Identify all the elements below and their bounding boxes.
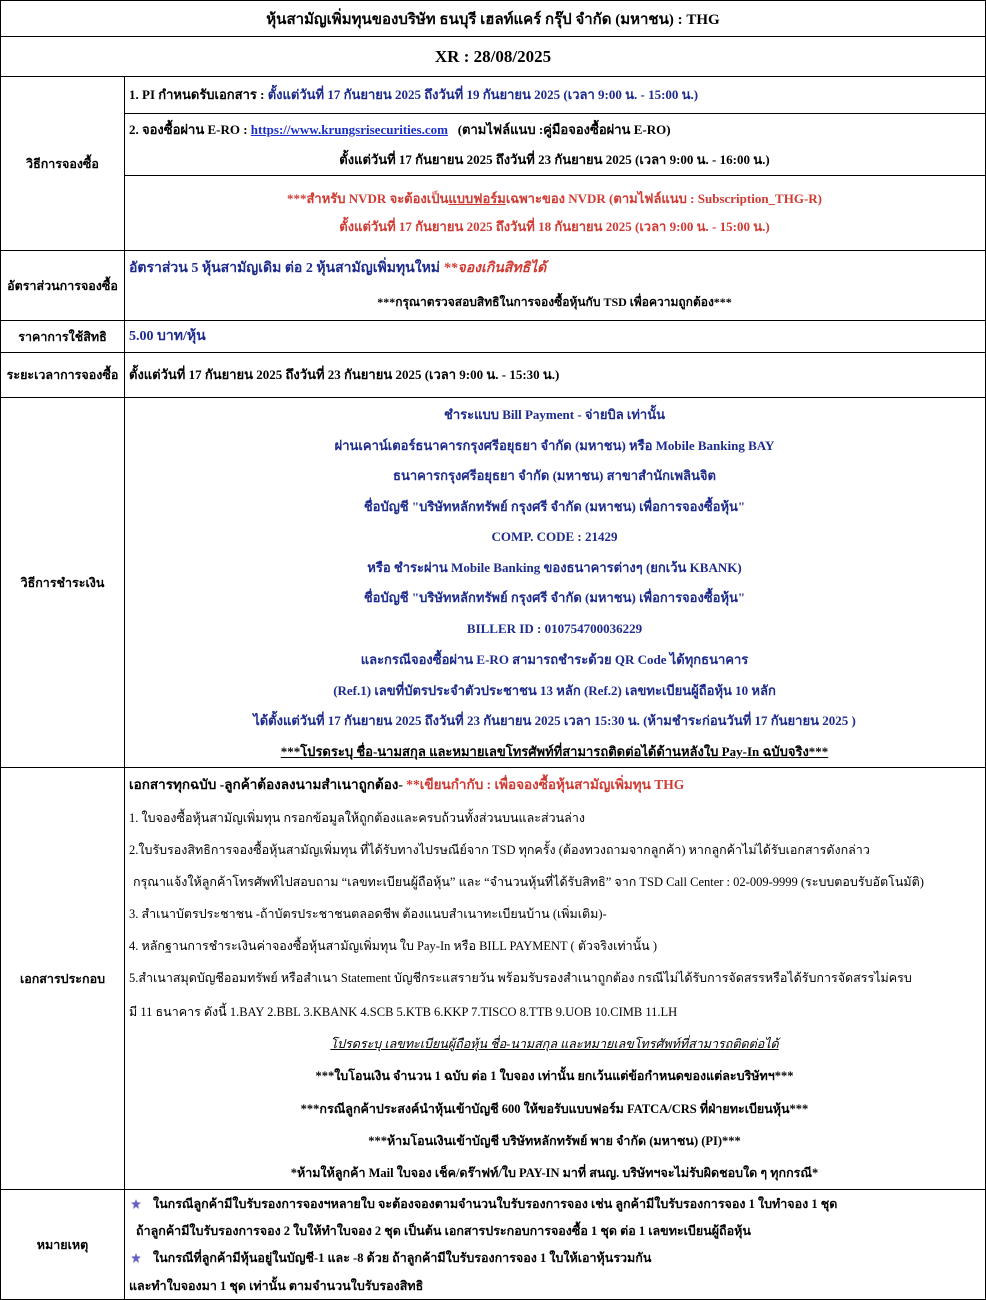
price-row xyxy=(0,320,986,352)
document-item: มี 11 ธนาคาร ดังนี้ 1.BAY 2.BBL 3.KBANK 4.SCB 5.KTB 6.KKP 7.TISCO 8.TTB 9.UOB 10.CIMB 11.LH xyxy=(129,1005,678,1019)
remark-line: และทำใบจองมา 1 ชุด เท่านั้น ตามจำนวนใบรับรองสิทธิ xyxy=(129,1279,424,1293)
documents-intro: เอกสารทุกฉบับ -ลูกค้าต้องลงนามสำเนาถูกต้อง- xyxy=(129,777,407,792)
nvdr-suffix: เฉพาะของ NVDR (ตามไฟล์แนบ : Subscription_THG-R) xyxy=(505,191,822,206)
nvdr-prefix: ***สำหรับ NVDR จะต้องเป็น xyxy=(286,191,449,206)
xr-date-row xyxy=(0,36,986,76)
payment-comp-code: COMP. CODE : 21429 xyxy=(491,529,618,544)
payment-payin-note: ***โปรดระบุ ชื่อ-นามสกุล และหมายเลขโทรศัพท์ที่สามารถติดต่อได้ด้านหลังใบ Pay-In ฉบับจริง*** xyxy=(280,744,829,759)
star-bullet-icon xyxy=(131,1253,141,1263)
payment-line: หรือ ชำระผ่าน Mobile Banking ของธนาคารต่างๆ (ยกเว้น KBANK) xyxy=(367,560,742,575)
price-label: ราคาการใช้สิทธิ xyxy=(1,321,125,352)
documents-label-instruction: **เขียนกำกับ : เพื่อจองซื้อหุ้นสามัญเพิ่มทุน THG xyxy=(406,777,685,792)
ero-link[interactable]: https://www.krungsrisecurities.com xyxy=(250,122,448,137)
documents-label: เอกสารประกอบ xyxy=(1,768,125,1189)
document-item: 3. สำเนาบัตรประชาชน -ถ้าบัตรประชาชนตลอดชีพ ต้องแนบสำเนาทะเบียนบ้าน (เพิ่มเติม)- xyxy=(129,907,607,921)
ratio-row xyxy=(0,250,986,320)
remarks-row xyxy=(0,1189,986,1300)
payment-row xyxy=(0,397,986,767)
subscription-method-row xyxy=(0,76,986,250)
payment-biller-id: BILLER ID : 010754700036229 xyxy=(466,621,643,636)
pi-prefix: 1. PI กำหนดรับเอกสาร : xyxy=(129,87,268,102)
payment-label: วิธีการชำระเงิน xyxy=(1,398,125,767)
remark-line: ในกรณีที่ลูกค้ามีหุ้นอยู่ในบัญชี-1 และ -8 ด้วย ถ้าลูกค้ามีใบรับรองการจอง 1 ใบให้เอาหุ้นรวมกัน xyxy=(153,1251,652,1265)
ero-dates: ตั้งแต่วันที่ 17 กันยายน 2025 ถึงวันที่ 23 กันยายน 2025 (เวลา 9:00 น. - 16:00 น.) xyxy=(339,152,770,167)
documents-row xyxy=(0,767,986,1189)
payment-line: ผ่านเคาน์เตอร์ธนาคารกรุงศรีอยุธยา จำกัด (มหาชน) หรือ Mobile Banking BAY xyxy=(334,438,775,453)
document-title-row xyxy=(0,0,986,36)
remarks-label: หมายเหตุ xyxy=(1,1190,125,1299)
document-item: กรุณาแจ้งให้ลูกค้าโทรศัพท์ไปสอบถาม “เลขทะเบียนผู้ถือหุ้น” และ “จำนวนหุ้นที่ได้รับสิทธิ” จาก TSD Call Center : 02-009-9999 (ระบบตอบรับอัตโนมัติ) xyxy=(133,875,924,889)
ratio-text: อัตราส่วน 5 หุ้นสามัญเดิม ต่อ 2 หุ้นสามัญเพิ่มทุนใหม่ xyxy=(129,261,444,276)
document-item: 4. หลักฐานการชำระเงินค่าจองซื้อหุ้นสามัญเพิ่มทุน ใบ Pay-In หรือ BILL PAYMENT ( ตัวจริงเท่านั้น ) xyxy=(129,939,658,953)
documents-note: ***กรณีลูกค้าประสงค์นำหุ้นเข้าบัญชี 600 ให้ขอรับแบบฟอร์ม FATCA/CRS ที่ฝ่ายทะเบียนหุ้น*** xyxy=(300,1102,809,1116)
period-row xyxy=(0,352,986,397)
payment-line: (Ref.1) เลขที่บัตรประจำตัวประชาชน 13 หลัก (Ref.2) เลขทะเบียนผู้ถือหุ้น 10 หลัก xyxy=(333,683,776,698)
remark-line: ถ้าลูกค้ามีใบรับรองการจอง 2 ใบให้ทำใบจอง 2 ชุด เป็นต้น เอกสารประกอบการจองซื้อ 1 ชุด ต่อ 1 เลขทะเบียนผู้ถือหุ้น xyxy=(136,1224,751,1238)
subscription-method-label: วิธีการจองซื้อ xyxy=(1,77,125,250)
payment-line: ชื่อบัญชี "บริษัทหลักทรัพย์ กรุงศรี จำกัด (มหาชน) เพื่อการจองซื้อหุ้น" xyxy=(363,499,746,514)
documents-note: ***ห้ามโอนเงินเข้าบัญชี บริษัทหลักทรัพย์ พาย จำกัด (มหาชน) (PI)*** xyxy=(368,1134,741,1148)
payment-deadline: ได้ตั้งแต่วันที่ 17 กันยายน 2025 ถึงวันที่ 23 กันยายน 2025 เวลา 15:30 น. (ห้ามชำระก่อนวันที่ 17 กันยายน 2025 ) xyxy=(253,713,856,728)
nvdr-form-link[interactable]: แบบฟอร์ม xyxy=(448,191,506,206)
ero-section xyxy=(124,113,985,175)
pi-section xyxy=(124,77,985,113)
payment-line: ชื่อบัญชี "บริษัทหลักทรัพย์ กรุงศรี จำกัด (มหาชน) เพื่อการจองซื้อหุ้น" xyxy=(363,590,746,605)
nvdr-dates: ตั้งแต่วันที่ 17 กันยายน 2025 ถึงวันที่ 18 กันยายน 2025 (เวลา 9:00 น. - 15:00 น.) xyxy=(339,219,770,234)
pi-dates: ตั้งแต่วันที่ 17 กันยายน 2025 ถึงวันที่ 19 กันยายน 2025 (เวลา 9:00 น. - 15:00 น.) xyxy=(267,87,699,102)
price-value: 5.00 บาท/หุ้น xyxy=(129,329,206,344)
document-title: หุ้นสามัญเพิ่มทุนของบริษัท ธนบุรี เฮลท์แคร์ กรุ๊ป จำกัด (มหาชน) : THG xyxy=(266,11,720,28)
documents-note: ***ใบโอนเงิน จำนวน 1 ฉบับ ต่อ 1 ใบจอง เท่านั้น ยกเว้นแต่ข้อกำหนดของแต่ละบริษัทฯ*** xyxy=(315,1069,794,1083)
document-item: 5.สำเนาสมุดบัญชีออมทรัพย์ หรือสำเนา Statement บัญชีกระแสรายวัน พร้อมรับรองสำเนาถูกต้อง กรณีไม่ได้รับการจัดสรรหรือได้รับการจัดสรรไม่ครบ xyxy=(129,971,912,985)
document-item: 1. ใบจองซื้อหุ้นสามัญเพิ่มทุน กรอกข้อมูลให้ถูกต้องและครบถ้วนทั้งส่วนบนและส่วนล่าง xyxy=(129,811,585,825)
payment-line: ชำระแบบ Bill Payment - จ่ายบิล เท่านั้น xyxy=(444,407,665,422)
document-item: 2.ใบรับรองสิทธิการจองซื้อหุ้นสามัญเพิ่มทุน ที่ได้รับทางไปรษณีย์จาก TSD ทุกครั้ง (ต้องทวงถามจากลูกค้า) หากลูกค้าไม่ได้รับเอกสารดังกล่าว xyxy=(129,843,870,857)
xr-date: XR : 28/08/2025 xyxy=(434,46,552,66)
documents-note: *ห้ามให้ลูกค้า Mail ใบจอง เช็ค/ดร๊าฟท์/ใบ PAY-IN มาที่ สนญ. บริษัทฯจะไม่รับผิดชอบใด ๆ ทุกกรณี* xyxy=(290,1166,819,1180)
oversubscription-note: **จองเกินสิทธิได้ xyxy=(443,261,547,276)
nvdr-section xyxy=(124,175,985,251)
documents-contact-note: โปรดระบุ เลขทะเบียนผู้ถือหุ้น ชื่อ-นามสกุล และหมายเลขโทรศัพท์ที่สามารถติดต่อได้ xyxy=(330,1037,779,1051)
ero-manual-note: (ตามไฟล์แนบ :คู่มือจองซื้อผ่าน E-RO) xyxy=(457,122,671,137)
ratio-tsd-note: ***กรุณาตรวจสอบสิทธิในการจองซื้อหุ้นกับ TSD เพื่อความถูกต้อง*** xyxy=(377,295,732,309)
ratio-label: อัตราส่วนการจองซื้อ xyxy=(1,251,125,320)
payment-line: ธนาคารกรุงศรีอยุธยา จำกัด (มหาชน) สาขาสำนักเพลินจิต xyxy=(393,468,716,483)
payment-line: และกรณีจองซื้อผ่าน E-RO สามารถชำระด้วย QR Code ได้ทุกธนาคาร xyxy=(360,652,749,667)
period-value: ตั้งแต่วันที่ 17 กันยายน 2025 ถึงวันที่ 23 กันยายน 2025 (เวลา 9:00 น. - 15:30 น.) xyxy=(129,367,560,382)
period-label: ระยะเวลาการจองซื้อ xyxy=(1,353,125,397)
remark-line: ในกรณีลูกค้ามีใบรับรองการจองฯหลายใบ จะต้องจองตามจำนวนใบรับรองการจอง เช่น ลูกค้ามีใบรับรองการจอง 1 ใบทำจอง 1 ชุด xyxy=(153,1197,838,1211)
star-bullet-icon xyxy=(131,1199,141,1209)
ero-prefix: 2. จองซื้อผ่าน E-RO : xyxy=(129,122,251,137)
